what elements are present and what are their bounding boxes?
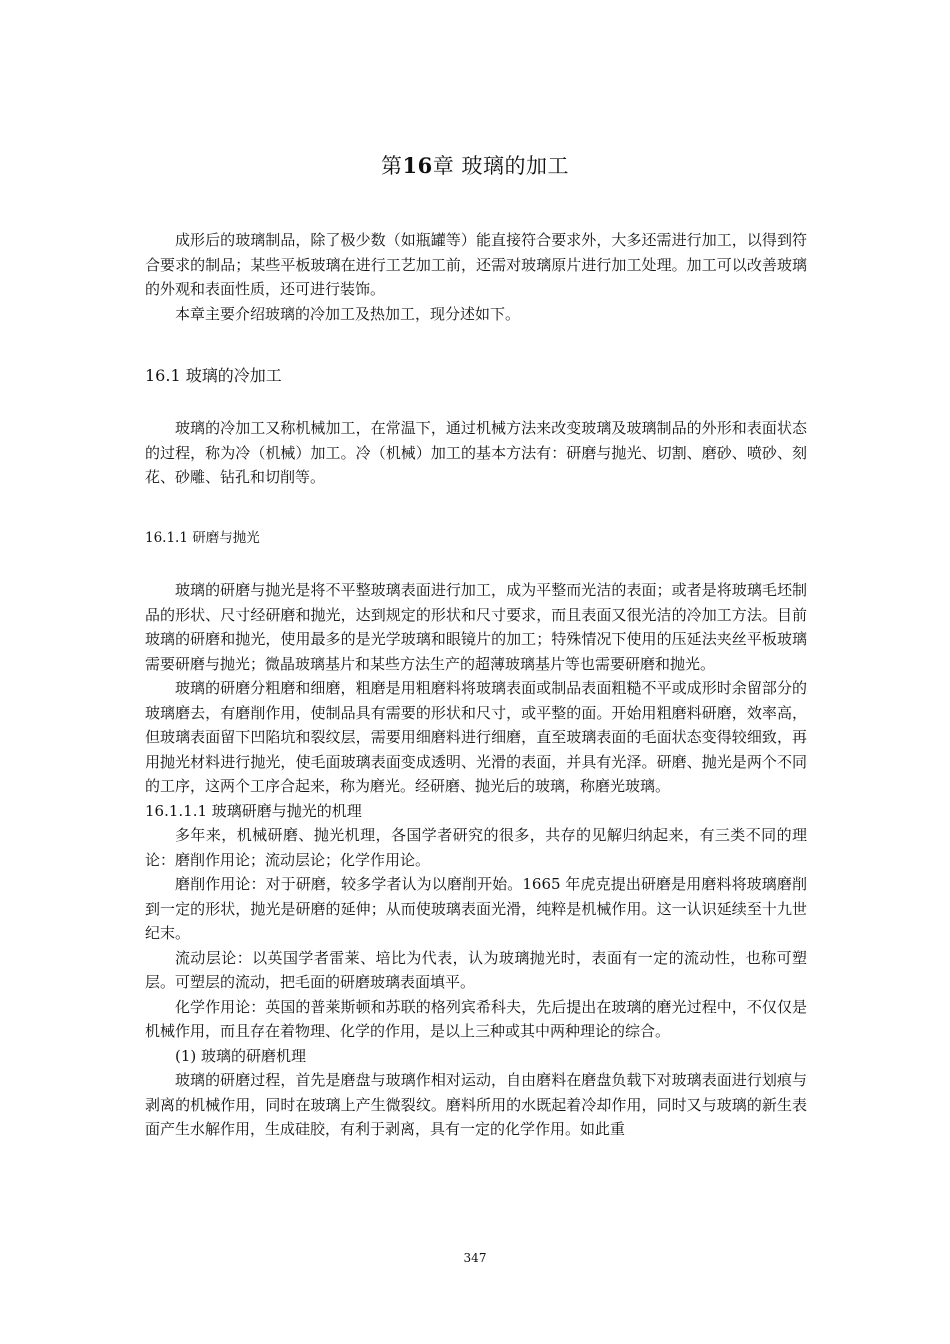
mechanism-paragraph-1: 多年来，机械研磨、抛光机理，各国学者研究的很多，共存的见解归纳起来，有三类不同的理论：磨削作用论；流动层论；化学作用论。 [145,826,807,869]
mechanism-paragraph-5: 玻璃的研磨过程，首先是磨盘与玻璃作相对运动，自由磨料在磨盘负载下对玻璃表面进行划痕与剥离的机械作用，同时在玻璃上产生微裂纹。磨料所用的水既起着冷却作用，同时又与玻璃的新生表面产生水解作用，生成硅胶，有利于剥离，具有一定的化学作用。如此重 [145,1071,807,1138]
sub-heading-16-1-1-1: 16.1.1.1 玻璃研磨与抛光的机理 [145,801,362,820]
section-heading-16-1: 16.1 玻璃的冷加工 [145,366,282,385]
section-16-1-paragraph: 玻璃的冷加工又称机械加工，在常温下，通过机械方法来改变玻璃及玻璃制品的外形和表面状态的过程，称为冷（机械）加工。冷（机械）加工的基本方法有：研磨与抛光、切割、磨砂、喷砂、刻花、砂雕、钻孔和切削等。 [145,419,807,486]
chapter-prefix: 第 [381,154,403,178]
page-number: 347 [463,1251,487,1265]
section-16-1-block [145,416,807,490]
chapter-suffix: 章 玻璃的加工 [432,154,569,178]
intro-paragraph-1: 成形后的玻璃制品，除了极少数（如瓶罐等）能直接符合要求外，大多还需进行加工，以得到符合要求的制品；某些平板玻璃在进行工艺加工前，还需对玻璃原片进行加工处理。加工可以改善玻璃的外观和表面性质，还可进行装饰。 [145,231,807,298]
polishing-paragraph-1: 玻璃的研磨与抛光是将不平整玻璃表面进行加工，成为平整而光洁的表面；或者是将玻璃毛坯制品的形状、尺寸经研磨和抛光，达到规定的形状和尺寸要求，而且表面又很光洁的冷加工方法。目前玻璃的研磨和抛光，使用最多的是光学玻璃和眼镜片的加工；特殊情况下使用的压延法夹丝平板玻璃需要研磨与抛光；微晶玻璃基片和某些方法生产的超薄玻璃基片等也需要研磨和抛光。 [145,581,807,673]
chapter-number: 16 [402,153,433,178]
intro-block [145,228,807,326]
mechanism-paragraph-3: 流动层论：以英国学者雷莱、培比为代表，认为玻璃抛光时，表面有一定的流动性，也称可塑层。可塑层的流动，把毛面的研磨玻璃表面填平。 [145,948,807,991]
list-item-heading-1: (1) 玻璃的研磨机理 [175,1046,307,1065]
mechanism-paragraph-2: 磨削作用论：对于研磨，较多学者认为以磨削开始。1665 年虎克提出研磨是用磨料将玻璃磨削到一定的形状，抛光是研磨的延伸；从而使玻璃表面光滑，纯粹是机械作用。这一认识延续至十九世纪末。 [145,875,807,942]
section-heading-16-1-1: 16.1.1 研磨与抛光 [145,530,260,546]
chapter-title [0,150,950,180]
mechanism-paragraph-4: 化学作用论：英国的普莱斯顿和苏联的格列宾希科夫，先后提出在玻璃的磨光过程中，不仅仅是机械作用，而且存在着物理、化学的作用，是以上三种或其中两种理论的综合。 [145,997,807,1040]
intro-paragraph-2: 本章主要介绍玻璃的冷加工及热加工，现分述如下。 [175,304,521,323]
section-16-1-1-block [145,578,807,1142]
polishing-paragraph-2: 玻璃的研磨分粗磨和细磨，粗磨是用粗磨料将玻璃表面或制品表面粗糙不平或成形时余留部分的玻璃磨去，有磨削作用，使制品具有需要的形状和尺寸，或平整的面。开始用粗磨料研磨，效率高，但玻璃表面留下凹陷坑和裂纹层，需要用细磨料进行细磨，直至玻璃表面的毛面状态变得较细致，再用抛光材料进行抛光，使毛面玻璃表面变成透明、光滑的表面，并具有光泽。研磨、抛光是两个不同的工序，这两个工序合起来，称为磨光。经研磨、抛光后的玻璃，称磨光玻璃。 [145,679,807,795]
